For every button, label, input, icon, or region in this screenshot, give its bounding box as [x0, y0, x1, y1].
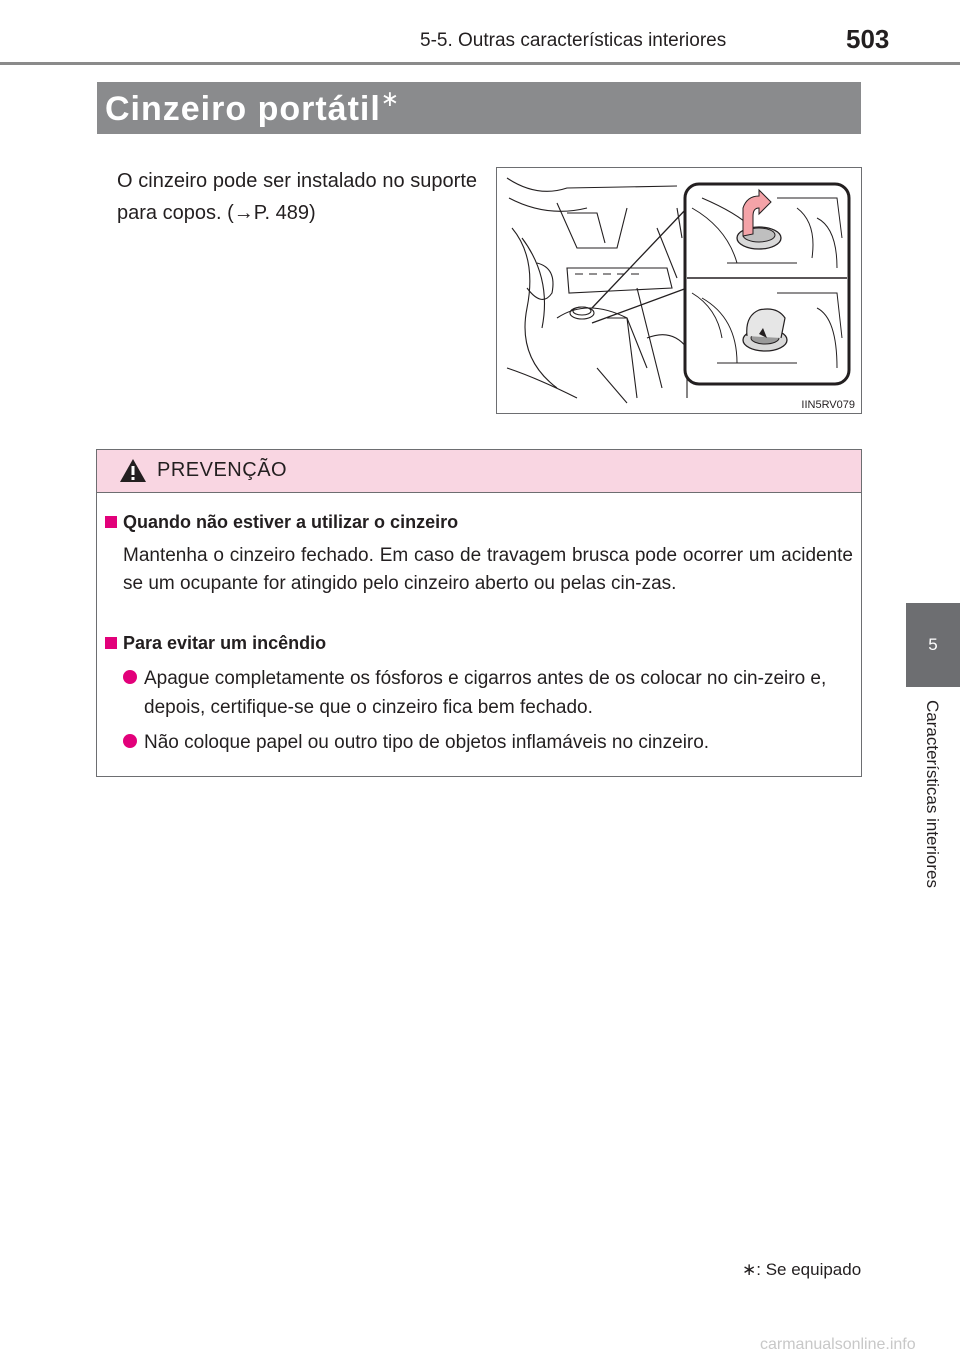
bullet-dot-icon — [123, 670, 137, 684]
topic-heading-text: Para evitar um incêndio — [123, 633, 327, 653]
dashboard-illustration — [497, 168, 861, 413]
page-title-text: Cinzeiro portátil — [105, 90, 381, 128]
list-item-text: Não coloque papel ou outro tipo de objetos inflamáveis no cinzeiro. — [144, 732, 710, 753]
topic-paragraph: Mantenha o cinzeiro fechado. Em caso de travagem brusca pode ocorrer um acidente se um ocupante for atingido pelo cinzeiro aberto ou pelas cin-zas. — [123, 545, 853, 594]
detail-frame — [685, 184, 849, 384]
watermark: carmanualsonline.info — [760, 1336, 916, 1353]
list-item — [123, 664, 853, 722]
chapter-label-text: Características interiores — [923, 700, 942, 889]
topic-heading — [105, 512, 458, 533]
header-rule — [0, 62, 960, 65]
figure — [496, 167, 862, 414]
list-item — [123, 728, 853, 757]
figure-code: IIN5RV079 — [801, 399, 855, 411]
caution-header — [97, 450, 861, 493]
intro-text: O cinzeiro pode ser instalado no suporte para copos. (→P. 489) — [117, 170, 477, 224]
title-bar — [97, 82, 861, 134]
chapter-tab — [906, 603, 960, 687]
optional-marker: ∗ — [380, 86, 401, 111]
square-marker-icon — [105, 516, 117, 528]
topic-heading-text: Quando não estiver a utilizar o cinzeiro — [123, 512, 459, 532]
square-marker-icon — [105, 637, 117, 649]
header-section-title: 5-5. Outras características interiores — [420, 30, 727, 51]
footnote: ∗: Se equipado — [742, 1260, 862, 1279]
chapter-number: 5 — [928, 635, 938, 654]
page-title — [105, 86, 401, 129]
topic-heading — [105, 633, 326, 654]
warning-icon — [119, 458, 147, 483]
list-item-text: Apague completamente os fósforos e cigarros antes de os colocar no cin-zeiro e, depois, certifique-se que o cinzeiro fica bem fechado. — [144, 668, 827, 718]
caution-box — [96, 449, 862, 777]
caution-title: PREVENÇÃO — [157, 459, 288, 481]
bullet-dot-icon — [123, 734, 137, 748]
page-number: 503 — [846, 24, 890, 54]
